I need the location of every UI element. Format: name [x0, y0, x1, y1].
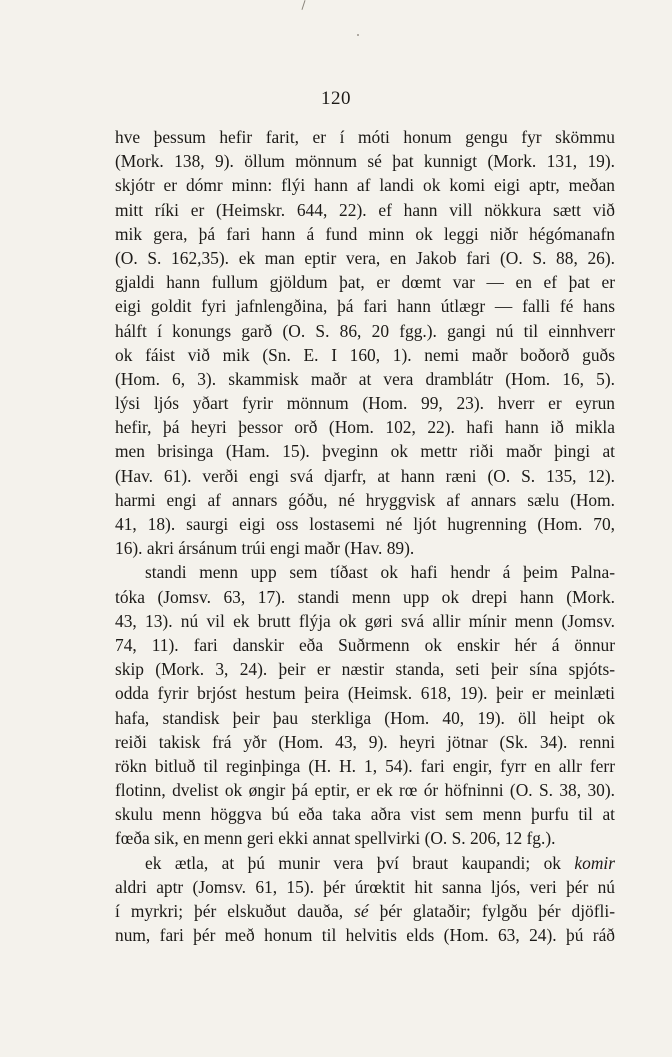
text-line: tóka (Jomsv. 63, 17). standi menn upp ok drepi hann (Mork. — [115, 586, 615, 607]
text-line: eigi goldit fyri jafnlengðina, þá fari hann útlægr — falli fé hans — [115, 296, 615, 317]
text-line: reiði takisk frá yðr (Hom. 43, 9). heyri jötnar (Sk. 34). renni — [115, 731, 615, 752]
text-line: skjótr er dómr minn: flýi hann af landi ok komi eigi aptr, meðan — [115, 175, 615, 196]
text-line: rökn bitluð til reginþinga (H. H. 1, 54). fari engir, fyrr en allr ferr — [115, 755, 615, 776]
text-line: 74, 11). fari danskir eða Suðrmenn ok enskir hér á önnur — [115, 634, 615, 655]
text-line: hálft í konungs garð (O. S. 86, 20 fgg.). gangi nú til einnhverr — [115, 320, 615, 341]
italic-word: komir — [574, 852, 615, 873]
text-line: standi menn upp sem tíðast ok hafi hendr á þeim Palna- — [145, 562, 615, 583]
text-line: aldri aptr (Jomsv. 61, 15). þér úrœktit hit sanna ljós, veri þér nú — [115, 876, 615, 897]
text-line: fœða sik, en menn geri ekki annat spellvirki (O. S. 206, 12 fg.). — [115, 828, 556, 849]
text-block — [115, 125, 615, 947]
text-line: gjaldi hann fullum gjöldum þat, er dœmt var — en ef þat er — [115, 272, 615, 293]
text-line: 16). akri ársánum trúi engi maðr (Hav. 89). — [115, 538, 415, 559]
text-line: flotinn, dvelist ok øngir þá eptir, er ek rœ ór höfninni (O. S. 38, 30). — [115, 780, 615, 801]
text-line: skip (Mork. 3, 24). þeir er næstir standa, seti þeir sína spjóts- — [115, 659, 615, 680]
text-line: lýsi ljós yðart fyrir mönnum (Hom. 99, 23). hverr er eyrun — [115, 393, 615, 414]
italic-word: sé — [354, 901, 369, 921]
scan-mark — [301, 0, 305, 10]
text-line: num, fari þér með honum til helvitis elds (Hom. 63, 24). þú ráð — [115, 925, 615, 946]
text-line: harmi engi af annars góðu, né hryggvisk af annars sælu (Hom. — [115, 489, 615, 510]
text-line: ek ætla, at þú munir vera því braut kaupandi; ok komir — [145, 852, 615, 873]
text-line: (Hom. 6, 3). skammisk maðr at vera dramblátr (Hom. 16, 5). — [115, 368, 615, 389]
text-line: 43, 13). nú vil ek brutt flýja ok gøri svá allir mínir menn (Jomsv. — [115, 610, 615, 631]
text-line: (O. S. 162,35). ek man eptir vera, en Jakob fari (O. S. 88, 26). — [115, 247, 615, 268]
text-line: í myrkri; þér elskuðut dauða, sé þér glataðir; fylgðu þér djöfli- — [115, 901, 615, 921]
text-line: hafa, standisk þeir þau sterkliga (Hom. 40, 19). öll heipt ok — [115, 707, 615, 728]
scan-dot — [357, 34, 359, 36]
text-line: mitt ríki er (Heimskr. 644, 22). ef hann vill nökkura sætt við — [115, 199, 615, 220]
text-line: 41, 18). saurgi eigi oss lostasemi né ljót hugrenning (Hom. 70, — [115, 514, 615, 534]
text-line: hefir, þá heyri þessor orð (Hom. 102, 22). hafi hann ið mikla — [115, 417, 615, 438]
text-line: odda fyrir brjóst hestum þeira (Heimsk. 618, 19). þeir er meinlæti — [115, 683, 615, 704]
text-line: (Mork. 138, 9). öllum mönnum sé þat kunnigt (Mork. 131, 19). — [115, 151, 615, 172]
text-line: mik gera, þá fari hann á fund minn ok leggi niðr hégómanafn — [115, 223, 615, 244]
text-line: ok fáist við mik (Sn. E. I 160, 1). nemi maðr boðorð guðs — [115, 344, 615, 365]
text-line: (Hav. 61). verði engi svá djarfr, at hann ræni (O. S. 135, 12). — [115, 465, 615, 486]
text-line: skulu menn höggva bú eða taka aðra vist sem menn þurfu til at — [115, 804, 615, 825]
page-number: 120 — [321, 88, 351, 109]
text-line: hve þessum hefir farit, er í móti honum gengu fyr skömmu — [115, 127, 615, 147]
text-line: men brisinga (Ham. 15). þveginn ok mettr riði maðr þingi at — [115, 441, 615, 462]
